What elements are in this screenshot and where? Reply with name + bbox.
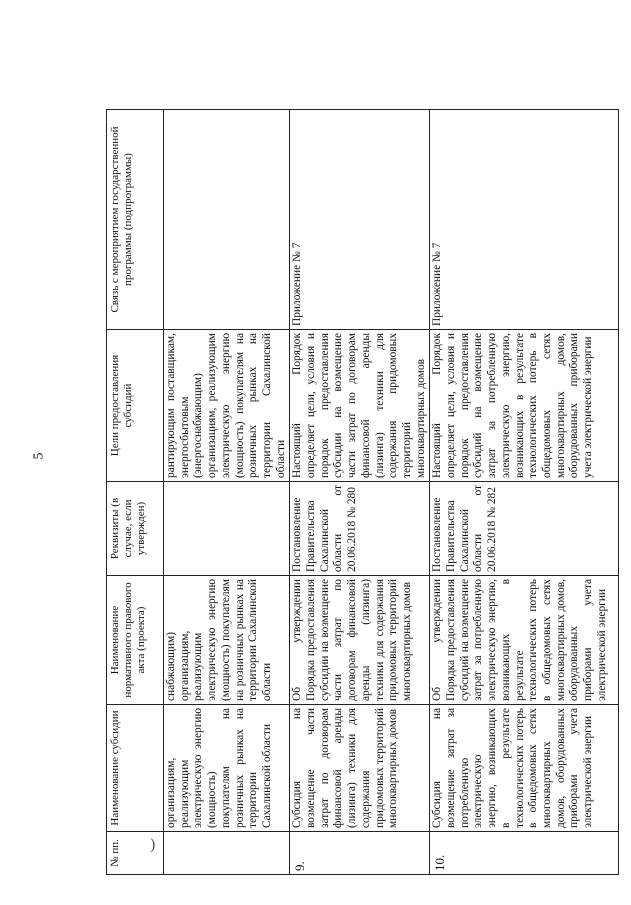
row-number: 10. [430,832,619,875]
rotated-table-container [106,110,608,875]
row-number: 9. [290,832,430,875]
act-name: Об утверждении Порядка предоставления субсидий на возмещение затрат за потребленную электрическую энергию, возникающих в результате технологических потерь в общедомовых сетях многоквартирных домов, оборудованных приборами учета электрической энергии [430,576,619,705]
requisites: Постановление Правительства Сахалинской области от 20.06.2018 № 280 [290,482,430,576]
goals: Настоящий Порядок определяет цели, условия и порядок предоставления субсидии на возмещение части затрат по договорам финансовой аренды (лизинга) техники для содержания придомовых территорий многоквартирных домов [290,330,430,482]
table-header-row [107,110,164,875]
table-row [430,110,619,875]
page-number: 5 [31,452,47,460]
program-link: Приложение № 7 [290,110,430,330]
requisites [164,482,290,576]
act-name: снабжающим) организациям, реализующим электрическую энергию (мощность) покупателям на розничных рынках на территории Сахалинской области [164,576,290,705]
header-number: № пп. [107,832,164,875]
header-goals: Цели предоставления субсидий [107,330,164,482]
header-requisites: Реквизиты (в случае, если утвержден) [107,482,164,576]
table-row [290,110,430,875]
act-name: Об утверждении Порядка предоставления субсидии на возмещение части затрат по договорам финансовой аренды (лизинга) техники для содержания придомовых территорий многоквартирных домов [290,576,430,705]
subsidy-name: Субсидия на возмещение части затрат по договорам финансовой аренды (лизинга) техники для содержания придомовых территорий многоквартирных домов [290,705,430,832]
subsidies-table [106,109,619,875]
requisites: Постановление Правительства Сахалинской области от 20.06.2018 № 282 [430,482,619,576]
program-link: Приложение № 7 [430,110,619,330]
subsidy-name: организациям, реализующим электрическую энергию (мощность) покупателям на розничных рынках на территории Сахалинской области [164,705,290,832]
table-row [164,110,290,875]
row-number [164,832,290,875]
header-act-name: Наименование нормативного правового акта (проекта) [107,576,164,705]
header-subsidy-name: Наименование субсидии [107,705,164,832]
program-link [164,110,290,330]
header-program-link: Связь с мероприятием государственной программы (подпрограммы) [107,110,164,330]
goals: рантирующим поставщикам, энергосбытовым (энергоснабжающим) организациям, реализующим электрическую энергию (мощность) покупателям на розничных рынках на территории Сахалинской области [164,330,290,482]
subsidy-name: Субсидия на возмещение затрат за потребленную электрическую энергию, возникающих в результате технологических потерь в общедомовых сетях многоквартирных домов, оборудованных приборами учета электрической энергии [430,705,619,832]
scan-mark: ) [150,836,156,853]
goals: Настоящий Порядок определяет цели, условия и порядок предоставления субсидий на возмещение затрат за потребленную электрическую энергию, возникающих в результате технологических потерь в общедомовых сетях многоквартирных домов, оборудованных приборами учета электрической энергии [430,330,619,482]
